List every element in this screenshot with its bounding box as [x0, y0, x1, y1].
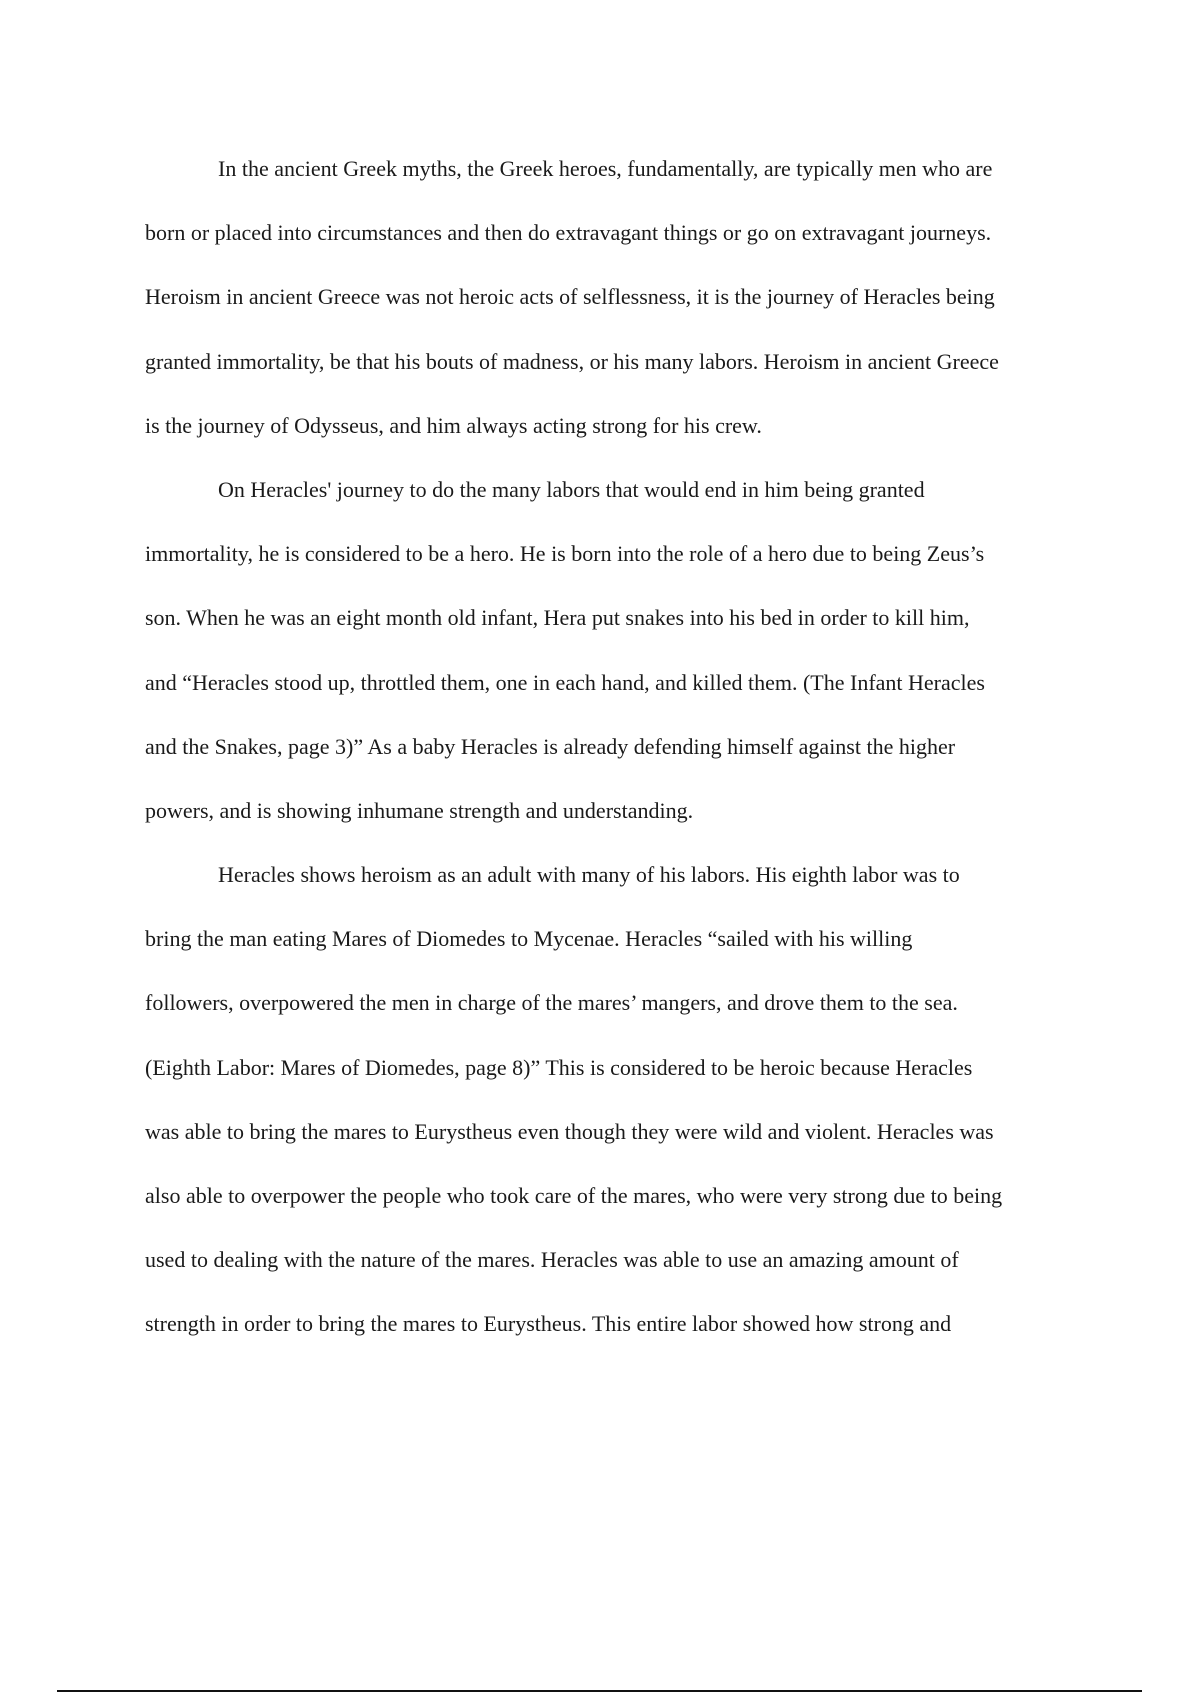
- essay-body: [145, 137, 1095, 1357]
- paragraph-3-line-3: followers, overpowered the men in charge of the mares’ mangers, and drove them to the sea.: [145, 990, 958, 1016]
- paragraph-1-line-2: born or placed into circumstances and then do extravagant things or go on extravagant journeys.: [145, 220, 992, 246]
- paragraph-3-line-1: Heracles shows heroism as an adult with many of his labors. His eighth labor was to: [218, 862, 960, 888]
- paragraph-1-line-5: is the journey of Odysseus, and him always acting strong for his crew.: [145, 412, 762, 438]
- paragraph-1-line-4: granted immortality, be that his bouts of madness, or his many labors. Heroism in ancient Greece: [145, 348, 999, 374]
- paragraph-3-line-2: bring the man eating Mares of Diomedes to Mycenae. Heracles “sailed with his willing: [145, 926, 913, 952]
- paragraph-2-line-3: son. When he was an eight month old infant, Hera put snakes into his bed in order to kill him,: [145, 605, 970, 631]
- paragraph-3-line-7: used to dealing with the nature of the mares. Heracles was able to use an amazing amount of: [145, 1247, 959, 1273]
- paragraph-1-line-3: Heroism in ancient Greece was not heroic acts of selflessness, it is the journey of Heracles being: [145, 284, 995, 310]
- paragraph-2-line-5: and the Snakes, page 3)” As a baby Heracles is already defending himself against the higher: [145, 733, 956, 759]
- paragraph-2-line-6: powers, and is showing inhumane strength and understanding.: [145, 797, 694, 823]
- paragraph-3-line-4: (Eighth Labor: Mares of Diomedes, page 8)” This is considered to be heroic because Heracles: [145, 1054, 973, 1080]
- paragraph-3-line-6: also able to overpower the people who took care of the mares, who were very strong due to being: [145, 1183, 1003, 1208]
- paragraph-1-line-1: In the ancient Greek myths, the Greek heroes, fundamentally, are typically men who are: [218, 156, 993, 181]
- paragraph-3-line-8: strength in order to bring the mares to Eurystheus. This entire labor showed how strong and: [145, 1311, 952, 1337]
- paragraph-2-line-2: immortality, he is considered to be a hero. He is born into the role of a hero due to being Zeus’s: [145, 541, 985, 567]
- paragraph-3-line-5: was able to bring the mares to Eurystheus even though they were wild and violent. Heracles was: [145, 1118, 994, 1144]
- paragraph-2-line-1: On Heracles' journey to do the many labors that would end in him being granted: [218, 476, 925, 502]
- page-bottom-rule: [57, 1690, 1142, 1692]
- paragraph-2-line-4: and “Heracles stood up, throttled them, one in each hand, and killed them. (The Infant Heracles: [145, 669, 985, 695]
